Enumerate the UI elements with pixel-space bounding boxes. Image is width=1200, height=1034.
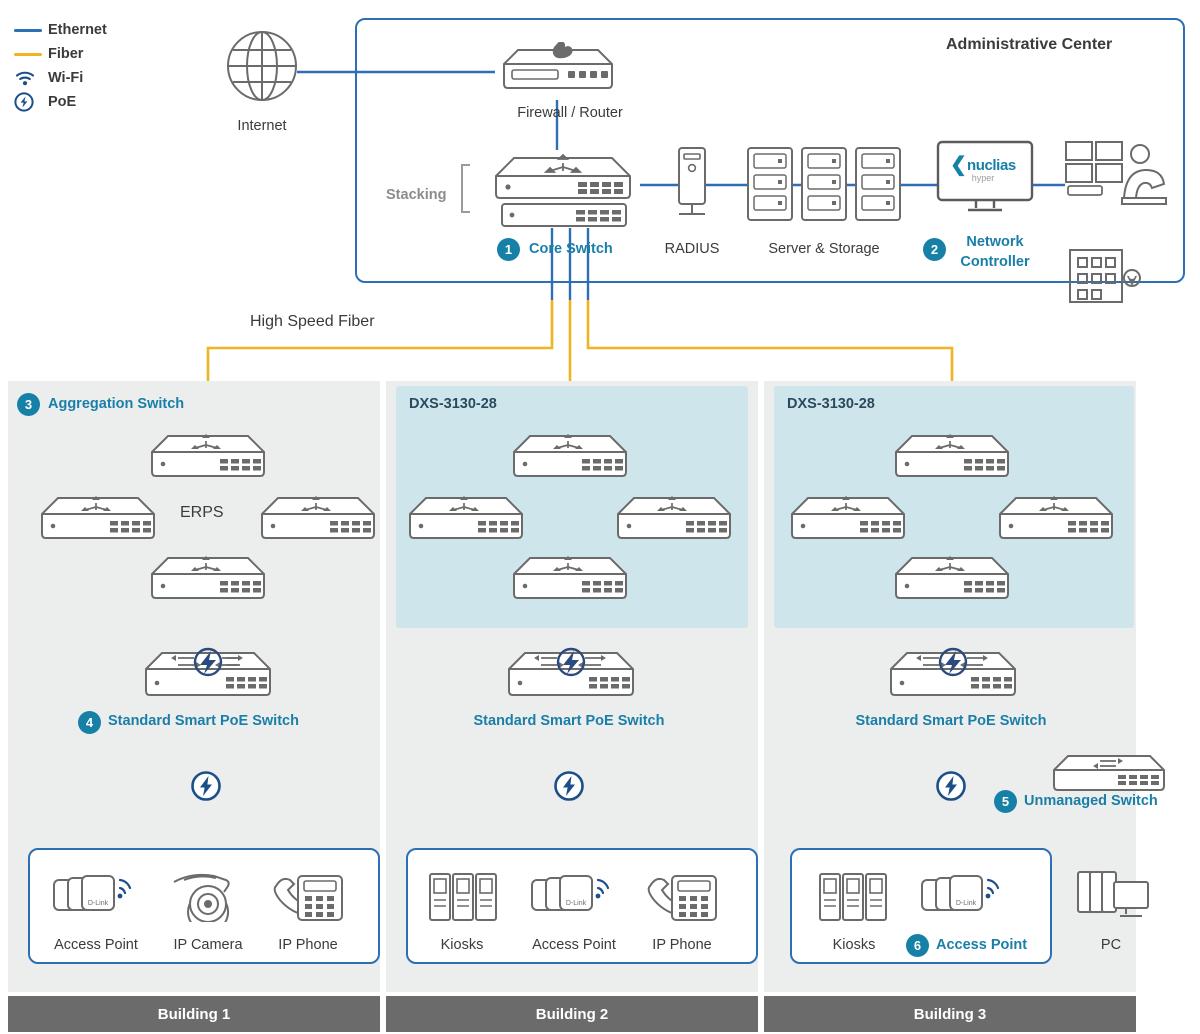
svg-text:D-Link: D-Link	[565, 900, 587, 907]
b1-poe-marker-icon	[190, 770, 222, 807]
b2-ip-phone-icon	[646, 868, 722, 929]
radius-server-icon	[670, 144, 714, 229]
legend-item-ethernet	[14, 18, 194, 42]
server-storage-label: Server & Storage	[768, 241, 880, 257]
poe-icon	[14, 92, 48, 112]
badge-core-switch: 1	[497, 238, 520, 261]
b3-access-switch-left-icon	[788, 492, 908, 549]
b3-access-point-icon	[918, 866, 1010, 929]
unmanaged-switch-icon	[1050, 752, 1168, 799]
building-2-footer: Building 2	[386, 996, 758, 1032]
admin-user-workstation-icon	[1062, 140, 1172, 221]
b1-poe-switch-label: Standard Smart PoE Switch	[108, 713, 299, 729]
network-controller-label-2: Controller	[960, 254, 1030, 270]
b2-top-switch-icon	[510, 430, 630, 487]
b2-endpoint-label-2: IP Phone	[652, 937, 712, 953]
b1-ip-phone-icon	[272, 868, 348, 929]
wifi-icon	[14, 69, 48, 87]
b2-poe-marker-icon	[553, 770, 585, 807]
b1-poe-switch-icon	[142, 645, 276, 708]
b2-access-switch-right-icon	[614, 492, 734, 549]
b3-top-switch-icon	[892, 430, 1012, 487]
ethernet-line-icon	[14, 29, 48, 32]
legend-item-fiber	[14, 42, 194, 66]
b2-access-switch-left-icon	[406, 492, 526, 549]
nuclias-sub: hyper	[971, 173, 995, 183]
fiber-line-icon	[14, 53, 48, 56]
legend-label: Fiber	[48, 46, 84, 62]
b3-endpoint-label-0: Kiosks	[832, 937, 876, 953]
legend-label: Wi-Fi	[48, 70, 84, 86]
b1-access-switch-bottom-icon	[148, 552, 268, 609]
svg-text:D-Link: D-Link	[955, 900, 977, 907]
b1-endpoint-label-2: IP Phone	[278, 937, 338, 953]
b3-access-switch-bottom-icon	[892, 552, 1012, 609]
b2-kiosk-icon	[428, 872, 500, 927]
b1-access-switch-left-icon	[38, 492, 158, 549]
legend-label: Ethernet	[48, 22, 107, 38]
b3-kiosk-icon	[818, 872, 890, 927]
b1-endpoint-label-0: Access Point	[54, 937, 138, 953]
svg-text:D-Link: D-Link	[87, 900, 109, 907]
high-speed-fiber-label: High Speed Fiber	[250, 313, 375, 330]
legend	[14, 18, 194, 114]
administrative-center-title: Administrative Center	[946, 36, 1113, 53]
nuclias-logo: ❮ nuclias hyper	[941, 146, 1025, 192]
b2-access-point-icon	[528, 866, 620, 929]
pc-icon	[1074, 866, 1152, 933]
server-storage-icon	[744, 142, 904, 233]
b3-poe-switch-label: Standard Smart PoE Switch	[855, 713, 1047, 729]
network-controller-label-1: Network	[966, 234, 1024, 250]
aggregation-switch-label: Aggregation Switch	[48, 396, 185, 412]
building-3-model-label: DXS-3130-28	[787, 396, 875, 412]
nuclias-brand: nuclias	[966, 156, 1016, 174]
badge-network-controller: 2	[923, 238, 946, 261]
b3-access-switch-right-icon	[996, 492, 1116, 549]
building-2-model-label: DXS-3130-28	[409, 396, 497, 412]
legend-label: PoE	[48, 94, 77, 110]
core-switch-label: Core Switch	[529, 241, 613, 257]
building-icon	[1066, 248, 1146, 309]
b3-endpoint-label-1: Access Point	[936, 937, 1028, 953]
firewall-router-icon	[494, 42, 622, 99]
b1-aggregation-switch-icon	[148, 430, 268, 487]
b2-endpoint-label-0: Kiosks	[440, 937, 484, 953]
b2-access-switch-bottom-icon	[510, 552, 630, 609]
badge-unmanaged-switch: 5	[994, 790, 1017, 813]
firewall-label: Firewall / Router	[517, 105, 623, 121]
internet-label: Internet	[237, 118, 287, 134]
stacking-label: Stacking	[386, 187, 447, 203]
radius-label: RADIUS	[664, 241, 720, 257]
b3-poe-marker-icon	[935, 770, 967, 807]
b2-endpoint-label-1: Access Point	[532, 937, 616, 953]
legend-item-poe	[14, 90, 194, 114]
erps-label: ERPS	[180, 504, 224, 521]
b2-poe-switch-icon	[505, 645, 639, 708]
legend-item-wifi	[14, 66, 194, 90]
b3-poe-switch-icon	[887, 645, 1021, 708]
badge-b3-access-point: 6	[906, 934, 929, 957]
building-3-footer: Building 3	[764, 996, 1136, 1032]
b3-endpoint-label-2: PC	[1100, 937, 1122, 953]
unmanaged-switch-label: Unmanaged Switch	[1024, 793, 1158, 809]
b1-endpoint-label-1: IP Camera	[173, 937, 243, 953]
b1-ip-camera-icon	[168, 870, 250, 927]
badge-aggregation-switch: 3	[17, 393, 40, 416]
b1-access-point-icon	[50, 866, 142, 929]
b1-access-switch-right-icon	[258, 492, 378, 549]
b2-poe-switch-label: Standard Smart PoE Switch	[473, 713, 665, 729]
building-1-footer: Building 1	[8, 996, 380, 1032]
core-switch-icon	[488, 146, 640, 233]
badge-b1-poe-switch: 4	[78, 711, 101, 734]
internet-globe-icon	[224, 28, 300, 109]
